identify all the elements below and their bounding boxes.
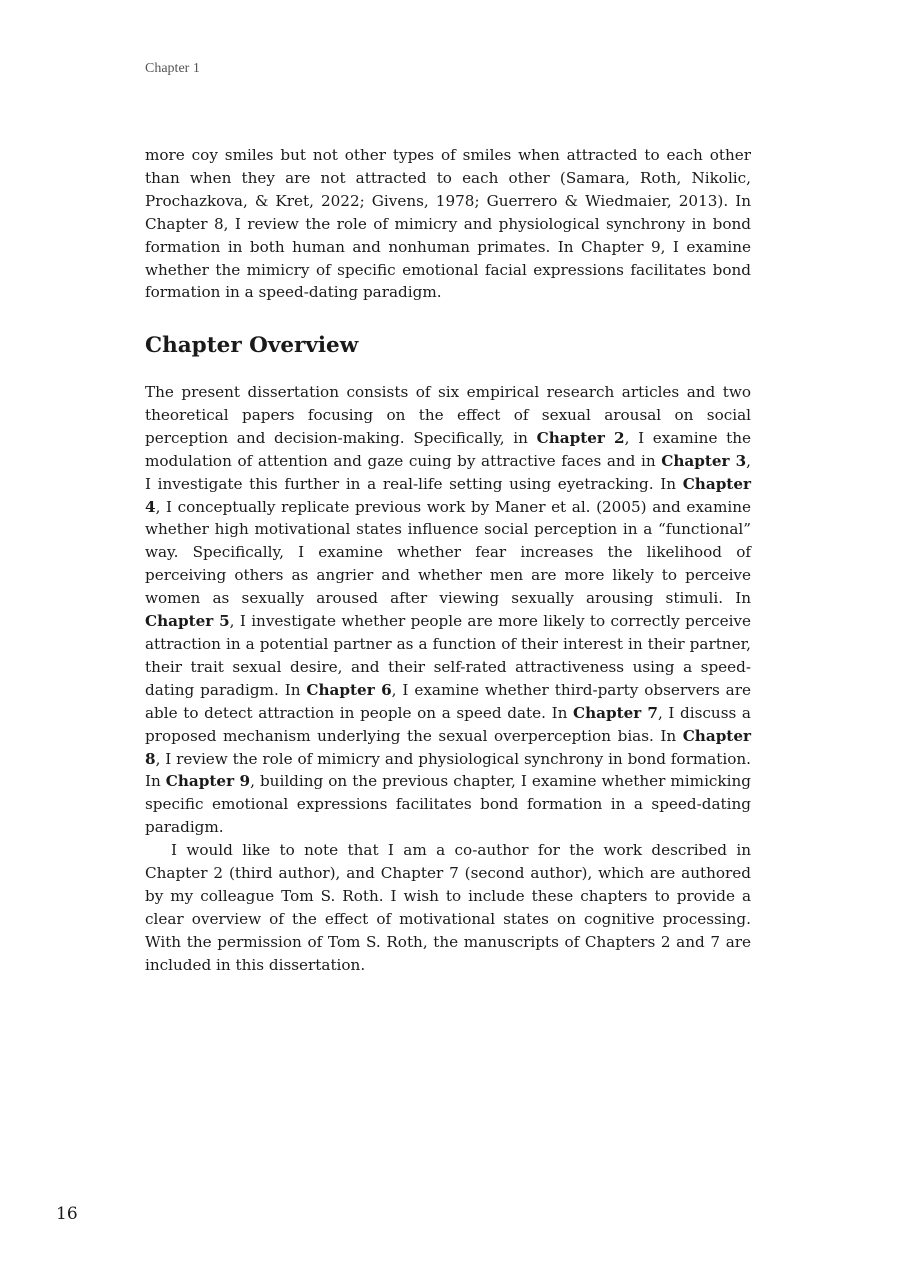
overview-text: , I investigate whether people are more likely to correctly perceive attraction in a potential partner as a function of their interest in their partner, their trait sexual desire, and their self-rated attractiveness using a speed-dating paradigm. In bbox=[145, 612, 751, 699]
overview-text: , building on the previous chapter, I examine whether mimicking specific emotional expressions facilitates bond formation in a speed-dating paradigm. bbox=[145, 772, 751, 837]
overview-text: , I discuss a proposed mechanism underlying the sexual overperception bias. In bbox=[145, 703, 751, 745]
chapter-reference: Chapter 8 bbox=[145, 726, 751, 768]
overview-text: , I investigate this further in a real-life setting using eyetracking. In bbox=[145, 451, 751, 493]
intro-paragraph: more coy smiles but not other types of smiles when attracted to each other than when they are not attracted to each other (Samara, Roth, Nikolic, Prochazkova, & Kret, 2022; Givens, 1978; Guerrero & Wiedmaier, 2013). In Chapter 8, I review the role of mimicry and physiological synchrony in bond formation in both human and nonhuman primates. In Chapter 9, I examine whether the mimicry of specific emotional facial expressions facilitates bond formation in a speed-dating paradigm. bbox=[145, 146, 751, 302]
chapter-overview-body bbox=[145, 381, 751, 977]
overview-text: , I examine whether third-party observers are able to detect attraction in people on a speed date. In bbox=[145, 680, 751, 722]
overview-text: , I conceptually replicate previous work by Maner et al. (2005) and examine whether high motivational states influence social perception in a “functional” way. Specifically, I examine whether fear increases the likelihood of perceiving others as angrier and whether men are more likely to perceive women as sexually aroused after viewing sexually arousing stimuli. In bbox=[145, 497, 751, 608]
overview-paragraph-2: I would like to note that I am a co-author for the work described in Chapter 2 (third author), and Chapter 7 (second author), which are authored by my colleague Tom S. Roth. I wish to include these chapters to provide a clear overview of the effect of motivational states on cognitive processing. With the permission of Tom S. Roth, the manuscripts of Chapters 2 and 7 are included in this dissertation. bbox=[145, 841, 751, 974]
chapter-reference: Chapter 6 bbox=[306, 680, 392, 699]
chapter-reference: Chapter 7 bbox=[573, 703, 658, 722]
page-number: 16 bbox=[56, 1204, 78, 1224]
chapter-reference: Chapter 4 bbox=[145, 474, 751, 516]
section-heading: Chapter Overview bbox=[145, 333, 359, 358]
chapter-reference: Chapter 9 bbox=[165, 772, 251, 791]
chapter-reference: Chapter 3 bbox=[661, 451, 747, 470]
overview-text: The present dissertation consists of six empirical research articles and two theoretical papers focusing on the effect of sexual arousal on social perception and decision-making. Specifically, in bbox=[145, 383, 751, 447]
overview-text: , I review the role of mimicry and physiological synchrony in bond formation. In bbox=[145, 749, 751, 791]
overview-text: , I examine the modulation of attention and gaze cuing by attractive faces and in bbox=[145, 428, 751, 470]
chapter-reference: Chapter 2 bbox=[536, 428, 625, 447]
chapter-reference: Chapter 5 bbox=[145, 612, 230, 631]
overview-paragraph-1 bbox=[145, 381, 751, 839]
running-header: Chapter 1 bbox=[145, 61, 200, 76]
